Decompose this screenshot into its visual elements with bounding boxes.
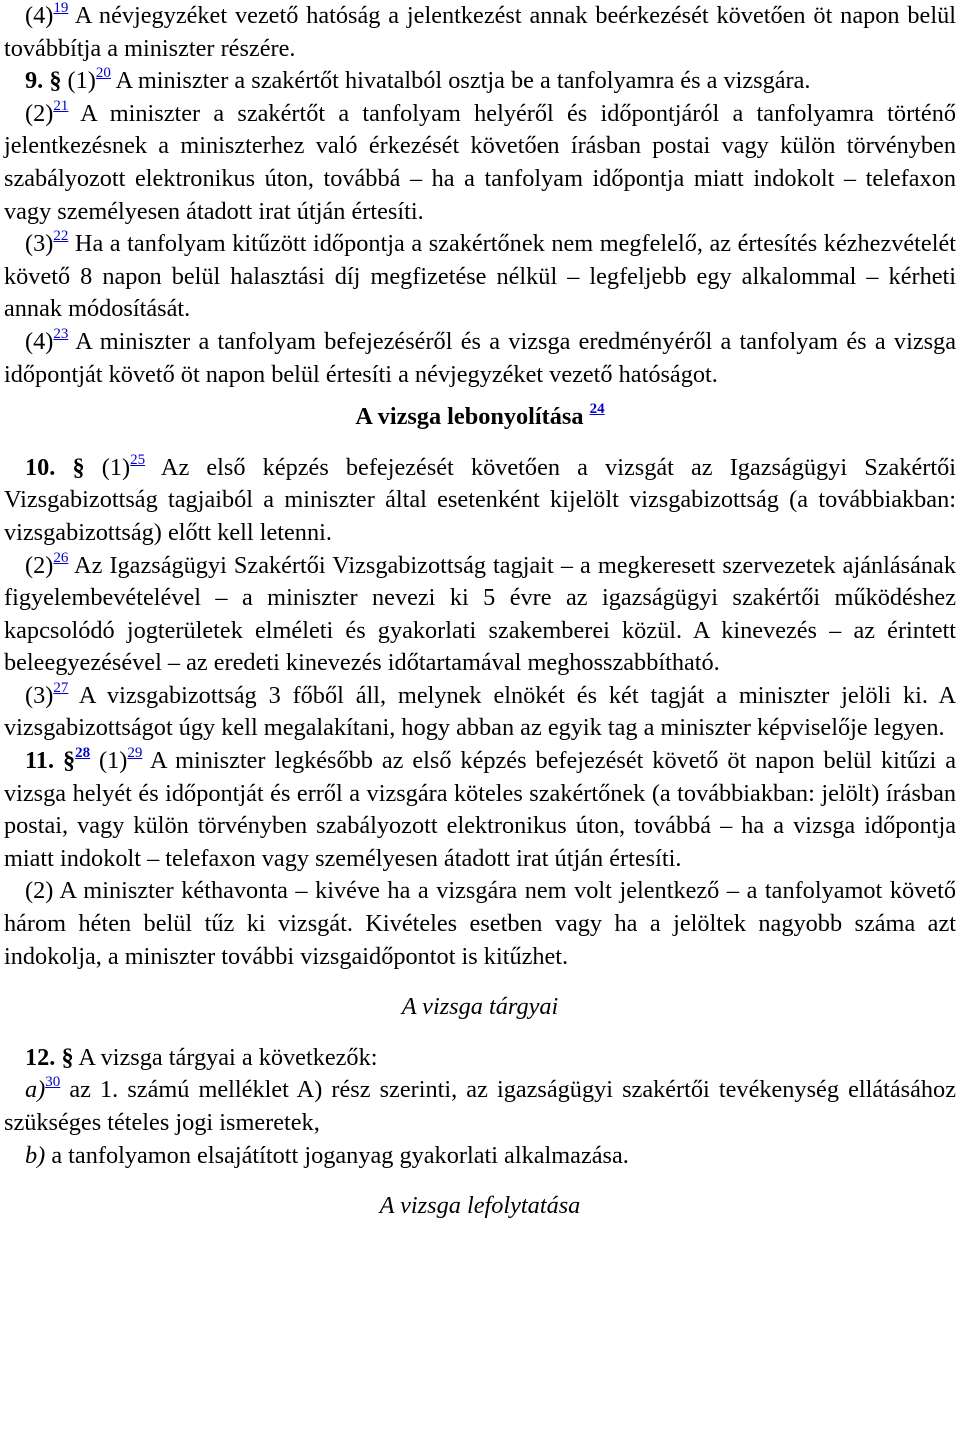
section-11-2: (2) A miniszter kéthavonta – kivéve ha a vizsgára nem volt jelentkező – a tanfolyamot követő három héten belül tűz ki vizsgát. Kivételes esetben vagy ha a jelöltek nagyobb száma azt indokolja, a miniszter további vizsgaidőpontot is kitűzhet. [4,877,956,970]
subsection-heading: A vizsga tárgyai [401,993,559,1021]
section-9-1: 9. § (1)$^{20}$ A miniszter a szakértőt hivatalból osztja be a tanfolyamra és a vizsgára. [25,65,811,95]
section-9-4: (4)$^{23}$ A miniszter a tanfolyam befejezéséről és a vizsga eredményéről a tanfolyam és a vizsga időpontját követő öt napon belül értesíti a névjegyzéket vezető hatóságot. [4,325,956,388]
footnote-link[interactable]: 22 [53,228,69,245]
footnote-link[interactable]: 25 [130,451,146,468]
footnote-link[interactable]: 27 [53,679,69,696]
paragraph-8-4: (4)$^{19}$ A névjegyzéket vezető hatóság a jelentkezést annak beérkezését követően öt napon belül továbbítja a miniszter részére. [4,0,956,62]
section-9-2: (2)$^{21}$ A miniszter a szakértőt a tanfolyam helyéről és időpontjáról a tanfolyamra történő jelentkezésnek a miniszterhez való érkezését követően írásban postai vagy külön törvényben szabályozott elektronikus úton, továbbá – ha a tanfolyam időpontja miatt indokolt – telefaxon vagy személyesen átadott irat útján értesíti. [4,97,956,225]
footnote-link[interactable]: 21 [53,97,69,114]
list-item-b: b) a tanfolyamon elsajátított joganyag gyakorlati alkalmazása. [25,1141,629,1169]
footnote-link[interactable]: 23 [53,325,69,342]
section-12: 12. § A vizsga tárgyai a következők: [25,1043,378,1071]
footnote-link[interactable]: 19 [53,0,69,16]
footnote-link[interactable]: 20 [95,65,111,82]
list-item-a: a)$^{30}$ az 1. számú melléklet A) rész szerinti, az igazságügyi szakértői tevékenység ellátásához szükséges tételes jogi ismeretek, [4,1074,956,1136]
section-11-1: 11. §$^{28}$ (1)$^{29}$ A miniszter legkésőbb az első képzés befejezését követő öt napon belül kitűzi a vizsga helyét és időpontját és erről a vizsgára köteles szakértőnek (a továbbiakban: jelölt) írásban postai, vagy külön törvényben szabályozott elektronikus úton, továbbá – ha a vizsga időpontja miatt indokolt – telefaxon vagy személyesen átadott irat útján értesíti. [4,745,957,872]
footnote-link[interactable]: 26 [53,549,69,566]
subsection-heading: A vizsga lefolytatása [379,1192,581,1220]
footnote-link[interactable]: 30 [45,1074,61,1091]
section-10-3: (3)$^{27}$ A vizsgabizottság 3 főből áll, melynek elnökét és két tagját a miniszter jelöli ki. A vizsgabizottságot úgy kell megalakítani, hogy abban az egyik tag a miniszter képviselője legyen. [4,679,956,742]
section-10-2: (2)$^{26}$ Az Igazságügyi Szakértői Vizsgabizottság tagjait – a megkeresett szervezetek ajánlásának figyelembevételével – a miniszter nevezi ki 5 évre az igazságügyi szakértői működéshez kapcsolódó jogterületek elméleti és gyakorlati szakemberei közül. A kinevezés – az érintett beleegyezésével – az eredeti kinevezés időtartamával meghosszabbítható. [4,549,956,677]
footnote-link[interactable]: 28 [75,745,91,762]
section-10-1: 10. § (1)$^{25}$ Az első képzés befejezését követően a vizsgát az Igazságügyi Szakértői Vizsgabizottság tagjaiból a miniszter által esetenként kijelölt vizsgabizottság (a továbbiakban: vizsgabizottság) előtt kell letenni. [4,451,956,546]
footnote-link[interactable]: 29 [127,745,143,762]
section-heading: A vizsga lebonyolítása $^{24}$ [355,401,605,431]
footnote-link[interactable]: 24 [589,401,605,418]
section-9-3: (3)$^{22}$ Ha a tanfolyam kitűzött időpontja a szakértőnek nem megfelelő, az értesítés kézhezvételét követő 8 napon belül halasztási díj megfizetése nélkül – legfeljebb egy alkalommal – kérheti annak módosítását. [4,228,956,323]
